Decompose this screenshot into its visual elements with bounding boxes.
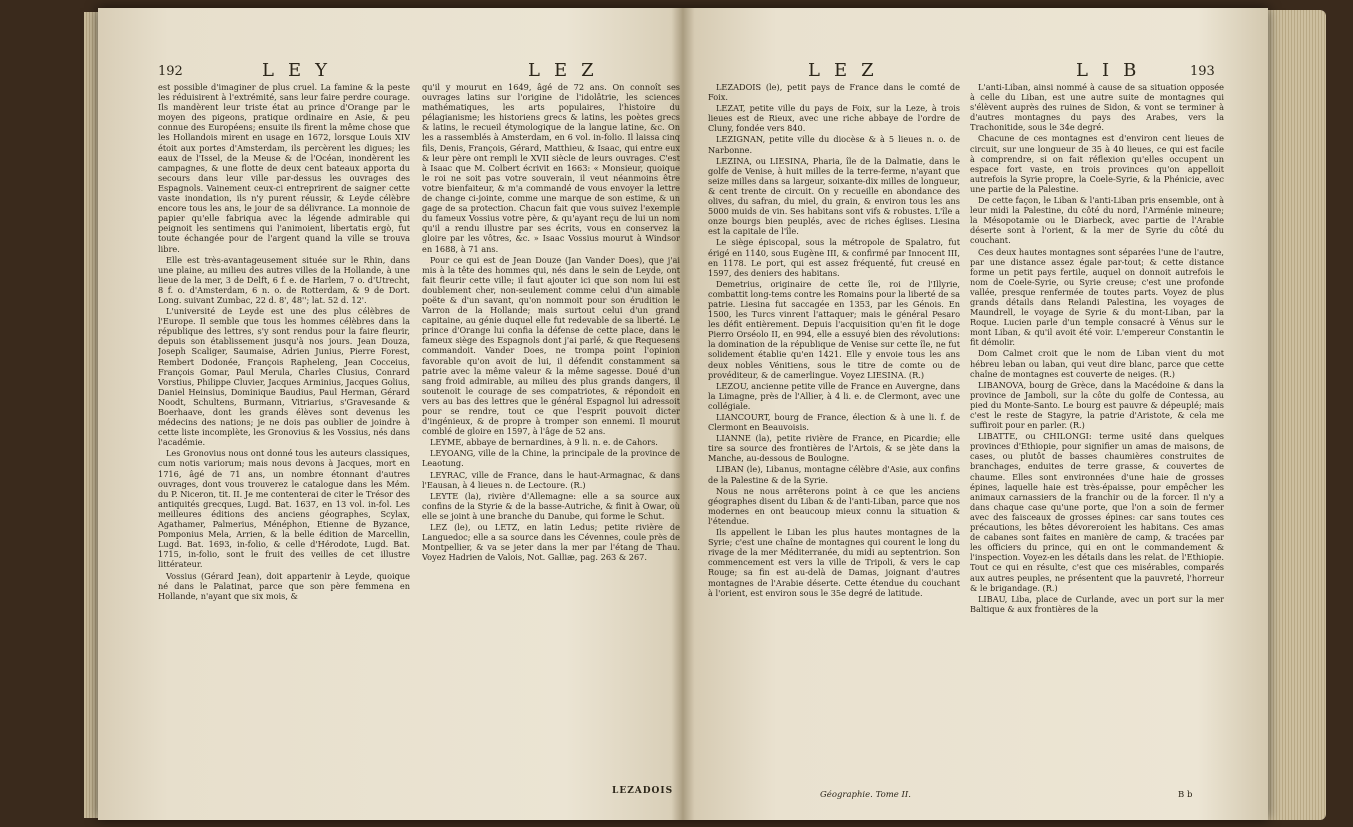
paragraph: LEYME, abbaye de bernardines, à 9 li. n. e. de Cahors. <box>430 437 658 448</box>
left-head-word: LEY <box>262 60 341 81</box>
right-page-header <box>708 60 1228 82</box>
paragraph: LIANCOURT, bourg de France, élection & à une li. f. de Clermont en Beauvoisis. <box>708 412 960 433</box>
paragraph: est possible d'imaginer de plus cruel. La famine & la peste les réduisirent à l'extrémité, sans leur faire perdre courage. Ils mandèrent leur triste état au prince d'Orange par le moyen des pigeons, pratique ordinaire en Asie, & peu connue des Européens; ensuite ils firent la même chose que les Hollandois mirent en usage en 1672, lorsque Louis XIV étoit aux portes d'Amsterdam, ils percèrent les digues; les eaux de l'Issel, de la Meuse & de l'Océan, inondèrent les campagnes, & une flotte de deux cent bateaux apporta du secours dans leur ville par-dessus les ouvrages des Espagnols. Vainement ceux-ci entreprirent de saigner cette vaste inondation, ils n'y purent réussir, & Leyde célèbre encore tous les ans, le jour de sa délivrance. La monnoie de papier qu'elle fabriqua avec la légende admirable qui peignoit les sentimens qui l'animoient, libertatis ergò, fut toute échangée pour de l'argent quand la ville se trouva libre. <box>158 82 410 254</box>
paragraph: LIBAN (le), Libanus, montagne célèbre d'Asie, aux confins de la Palestine & de la Syrie. <box>708 464 960 485</box>
paragraph: LEZADOIS (le), petit pays de France dans le comté de Foix. <box>708 82 960 103</box>
left-page-column-1 <box>158 82 410 782</box>
paragraph: Dom Calmet croit que le nom de Liban vient du mot hébreu leban ou laban, qui veut dire blanc, parce que cette chaîne de montagnes est couverte de neiges. (R.) <box>970 348 1224 379</box>
book-edge-right <box>1268 10 1326 820</box>
left-page-column-2 <box>422 82 680 782</box>
paragraph: LEZINA, ou LIESINA, Pharia, île de la Dalmatie, dans le golfe de Venise, à huit milles de la terre-ferme, n'ayant que seize milles dans sa largeur, soixante-dix milles de longueur, & cent trente de circuit. On y recueille en abondance des olives, du safran, du miel, du grain, & environ tous les ans 5000 muids de vin. Ses habitans sont vifs & robustes. L'île a onze bourgs bien peuplés, avec de riches églises. Liesina est la capitale de l'île. <box>708 155 960 237</box>
paragraph: Pour ce qui est de Jean Douze (Jan Vander Does), que j'ai mis à la tête des hommes qui, nés dans le sein de Leyde, ont fait fleurir cette ville; il faut ajouter ici que son nom lui est doublement cher, non-seulement comme celui d'un aimable poëte & d'un savant, qu'on nommoit pour son érudition le Varron de la Hollande; mais surtout celui d'un grand capitaine, au génie duquel elle fut redevable de sa liberté. Le prince d'Orange lui confia la défense de cette place, dans le fameux siège des Espagnols dont j'ai parlé, & que Requesens commandoit. Vander Does, ne trompa point l'opinion favorable qu'on avoit de lui, il défendit constamment sa patrie avec la même valeur & la même sagesse. Doué d'un sang froid admirable, au milieu des plus grands dangers, il soutenoit le courage de ses compatriotes, & répondoit en vers au bas des lettres que le général Espagnol lui adressoit pour se rendre, tout ce que l'esprit pouvoit dicter d'ingénieux, & de propre à tromper son ennemi. Il mourut comblé de gloire en 1597, à l'âge de 52 ans. <box>422 254 680 437</box>
paragraph: LEYOANG, ville de la Chine, la principale de la province de Leaotung. <box>422 448 680 469</box>
right-head-word: LEZ <box>528 60 608 81</box>
paragraph: Vossius (Gérard Jean), doit appartenir à Leyde, quoique né dans le Palatinat, parce que son père femmena en Hollande, n'ayant que six mois, & <box>158 570 410 601</box>
catchword: LEZADOIS <box>612 786 674 796</box>
paragraph: L'anti-Liban, ainsi nommé à cause de sa situation opposée à celle du Liban, est une autre suite de montagnes qui s'élèvent auprès des ruines de Sidon, & vont se terminer à d'autres montagnes du pays des Arabes, vers la Trachonitide, sous le 34e degré. <box>970 82 1224 133</box>
left-head-word: LEZ <box>808 60 888 81</box>
signature-mark: B b <box>1178 790 1193 800</box>
right-page-number: 193 <box>1190 64 1215 79</box>
right-head-word: LIB <box>1076 60 1151 81</box>
paragraph: Les Gronovius nous ont donné tous les auteurs classiques, cum notis variorum; mais nous devons à Jacques, mort en 1716, âgé de 71 ans, un nombre étonnant d'autres ouvrages, dont vous trouverez le catalogue dans les Mém. du P. Niceron, tit. II. Je me contenterai de citer le Trésor des antiquités grecques, Lugd. Bat. 1637, en 13 vol. in-fol. Les meilleures éditions des anciens géographes, Scylax, Agathamer, Palmerius, Ménéphon, Etienne de Byzance, Pomponius Mela, Arrien, & la belle édition de Marcellin, Lugd. Bat. 1693, in-folio, & celle d'Hérodote, Lugd. Bat. 1715, in-folio, sont le fruit des veilles de cet illustre littérateur. <box>158 448 410 570</box>
paragraph: L'université de Leyde est une des plus célèbres de l'Europe. Il semble que tous les hommes célèbres dans la république des lettres, s'y sont rendus pour la faire fleurir, depuis son établissement jusqu'à nos jours. Jean Douza, Joseph Scaliger, Saumaise, Adrien Junius, Pierre Forest, Rembert Dodonée, François Rapheleng, Jean Cocceius, François Gomar, Paul Merula, Charles Clusius, Conrard Vorstius, Philippe Cluvier, Jacques Arminius, Jacques Golius, Daniel Heinsius, Dominique Baudius, Paul Herman, Gérard Noodt, Schultens, Burmann, Vitriarius, s'Gravesande & Boerhaave, dont les grands élèves sont devenus les médecins des nations; je ne dois pas oublier de joindre à cette liste incomplète, les Gronovius & les Vossius, nés dans l'académie. <box>158 306 410 448</box>
page-footer: Géographie. Tome II. <box>820 790 911 800</box>
left-page-number: 192 <box>158 64 183 79</box>
paragraph: Demetrius, originaire de cette île, roi de l'Illyrie, combattit long-tems contre les Romains pour la liberté de sa patrie. Liesina fut saccagée en 1353, par les Génois. En 1500, les Turcs vinrent l'attaquer; mais le général Pesaro les défit entièrement. Depuis l'acquisition qu'en fit le doge Pierro Orséolo II, en 994, elle a essuyé bien des révolutions: la domination de la république de Venise sur cette île, ne fut solidement établie qu'en 1421. Elle y envoie tous les ans deux nobles Vénitiens, sous le titre de comte ou de provéditeur, & de camerlingue. Voyez LIESINA. (R.) <box>708 278 960 380</box>
right-page <box>708 8 1228 820</box>
paragraph: Le siège épiscopal, sous la métropole de Spalatro, fut érigé en 1140, sous Eugène III, & confirmé par Innocent III, en 1178. Le port, qui est assez fréquenté, fut creusé en 1597, des deniers des habitans. <box>708 237 960 278</box>
paragraph: LIBANOVA, bourg de Grèce, dans la Macédoine & dans la province de Jamboli, sur la côte du golfe de Contessa, au pied du Monte-Santo. Le bourg est pauvre & dépeuplé; mais c'est le reste de Stagyre, la patrie d'Aristote, & cela me suffiroit pour en parler. (R.) <box>970 379 1224 431</box>
right-page-column-2 <box>970 82 1224 782</box>
paragraph: LIBATTE, ou CHILONGI: terme usité dans quelques provinces d'Ethiopie, pour signifier un amas de maisons, de cases, ou plutôt de basses chaumières construites de branchages, enduites de terre grasse, & couvertes de chaume. Elles sont environnées d'une haie de grosses épines, laquelle haie est très-épaisse, pour empêcher les animaux carnassiers de la franchir ou de la forcer. Il n'y a dans chaque case qu'une porte, que l'on a soin de fermer avec des faisceaux de grosses épines: car sans toutes ces précautions, les bêtes dévoreroient les habitans. Ces amas de cabanes sont faites en manière de camp, & tracées par les officiers du prince, qui en ont le commandement & l'inspection. Voyez-en les détails dans les relat. de l'Ethiopie. Tout ce qui en résulte, c'est que ces misérables, comparés aux autres peuples, ne présentent que la pauvreté, l'horreur & le brigandage. (R.) <box>970 431 1224 593</box>
right-page-column-1 <box>708 82 960 782</box>
paragraph: Ils appellent le Liban les plus hautes montagnes de la Syrie; c'est une chaîne de montagnes qui courent le long du rivage de la mer Méditerranée, du midi au septentrion. Son commencement est vers la ville de Tripoli, & vers le cap Rouge; sa fin est au-delà de Damas, joignant d'autres montagnes de l'Arabie déserte. Cette étendue du couchant à l'orient, est environ sous le 35e degré de latitude. <box>708 527 960 598</box>
paragraph: LEYRAC, ville de France, dans le haut-Armagnac, & dans l'Eausan, à 4 lieues n. de Lectoure. (R.) <box>422 469 680 490</box>
paragraph: LIANNE (la), petite rivière de France, en Picardie; elle tire sa source des frontières de l'Artois, & se jète dans la Manche, au-dessous de Boulogne. <box>708 433 960 464</box>
paragraph: De cette façon, le Liban & l'anti-Liban pris ensemble, ont à leur midi la Palestine, du côté du nord, l'Arménie mineure; la Mésopotamie ou le Diarbeck, avec partie de l'Arabie déserte sont à l'orient, & la mer de Syrie du côté du couchant. <box>970 195 1224 246</box>
left-page-header <box>150 60 690 82</box>
paragraph: LEYTE (la), rivière d'Allemagne: elle a sa source aux confins de la Styrie & de la basse-Autriche, & finit à Owar, où elle se joint à une branche du Danube, qui forme le Schut. <box>422 490 680 521</box>
paragraph: LIBAU, Liba, place de Curlande, avec un port sur la mer Baltique & aux frontières de la <box>970 593 1224 614</box>
open-book <box>98 8 1268 820</box>
paragraph: qu'il y mourut en 1649, âgé de 72 ans. On connoît ses ouvrages latins sur l'origine de l'idolâtrie, les sciences mathématiques, les arts populaires, l'histoire du pélagianisme; les historiens grecs & latins, les poètes grecs & latins, le recueil étymologique de la langue latine, &c. On les a rassemblés à Amsterdam, en 6 vol. in-folio. Il laissa cinq fils, Denis, François, Gérard, Matthieu, & Isaac, qui entre eux & leur père ont rempli le XVII siècle de leurs ouvrages. C'est à Isaac que M. Colbert écrivit en 1663: « Monsieur, quoique le roi ne soit pas votre souverain, il veut néanmoins être votre bienfaiteur, & m'a commandé de vous envoyer la lettre de change ci-jointe, comme une marque de son estime, & un gage de sa protection. Chacun fait que vous suivez l'exemple du fameux Vossius votre père, & qu'ayant reçu de lui un nom qu'il a rendu illustre par ses écrits, vous en conservez la gloire par les vôtres, &c. » Isaac Vossius mourut à Windsor en 1688, à 71 ans. <box>422 82 680 254</box>
paragraph: Chacune de ces montagnes est d'environ cent lieues de circuit, sur une longueur de 35 à 40 lieues, ce qui est facile à comprendre, si on fait réflexion qu'elles occupent un espace fort vaste, en trois provinces qu'on appelloit autrefois la Syrie propre, la Coele-Syrie, & la Phénicie, avec une partie de la Palestine. <box>970 133 1224 194</box>
paragraph: Ces deux hautes montagnes sont séparées l'une de l'autre, par une distance assez égale par-tout; & cette distance forme un petit pays fertile, auquel on donnoit autrefois le nom de Coele-Syrie, ou Syrie creuse; c'est une profonde vallée, presque renfermée de toutes parts. Voyez de plus grands détails dans Relandi Palestina, les voyages de Maundrell, le voyage de Syrie & du mont-Liban, par la Roque. Lucien parle d'un temple consacré à Vénus sur le mont Liban, & qu'il avoit été voir. L'empereur Constantin le fit démolir. <box>970 246 1224 348</box>
paragraph: LEZOU, ancienne petite ville de France en Auvergne, dans la Limagne, près de l'Allier, à 4 li. e. de Clermont, avec une collégiale. <box>708 380 960 411</box>
left-page <box>150 8 690 820</box>
paragraph: LEZAT, petite ville du pays de Foix, sur la Leze, à trois lieues est de Rieux, avec une riche abbaye de l'ordre de Cluny, fondée vers 840. <box>708 103 960 134</box>
paragraph: LEZ (le), ou LETZ, en latin Ledus; petite rivière de Languedoc; elle a sa source dans les Cévennes, coule près de Montpellier, & va se jeter dans la mer par l'étang de Thau. Voyez Hadrien de Valois, Not. Galliæ, pag. 263 & 267. <box>422 522 680 563</box>
paragraph: LEZIGNAN, petite ville du diocèse & à 5 lieues n. o. de Narbonne. <box>708 134 960 155</box>
paragraph: Nous ne nous arrêterons point à ce que les anciens géographes disent du Liban & de l'anti-Liban, parce que nos modernes en ont beaucoup mieux connu la situation & l'étendue. <box>708 485 960 526</box>
paragraph: Elle est très-avantageusement située sur le Rhin, dans une plaine, au milieu des autres villes de la Hollande, à une lieue de la mer, 3 de Delft, 6 f. e. de Harlem, 7 o. d'Utrecht, 8 f. o. d'Amsterdam, 6 n. o. de Rotterdam, & 9 de Dort. Long. suivant Zumbac, 22 d. 8', 48''; lat. 52 d. 12'. <box>158 254 410 305</box>
